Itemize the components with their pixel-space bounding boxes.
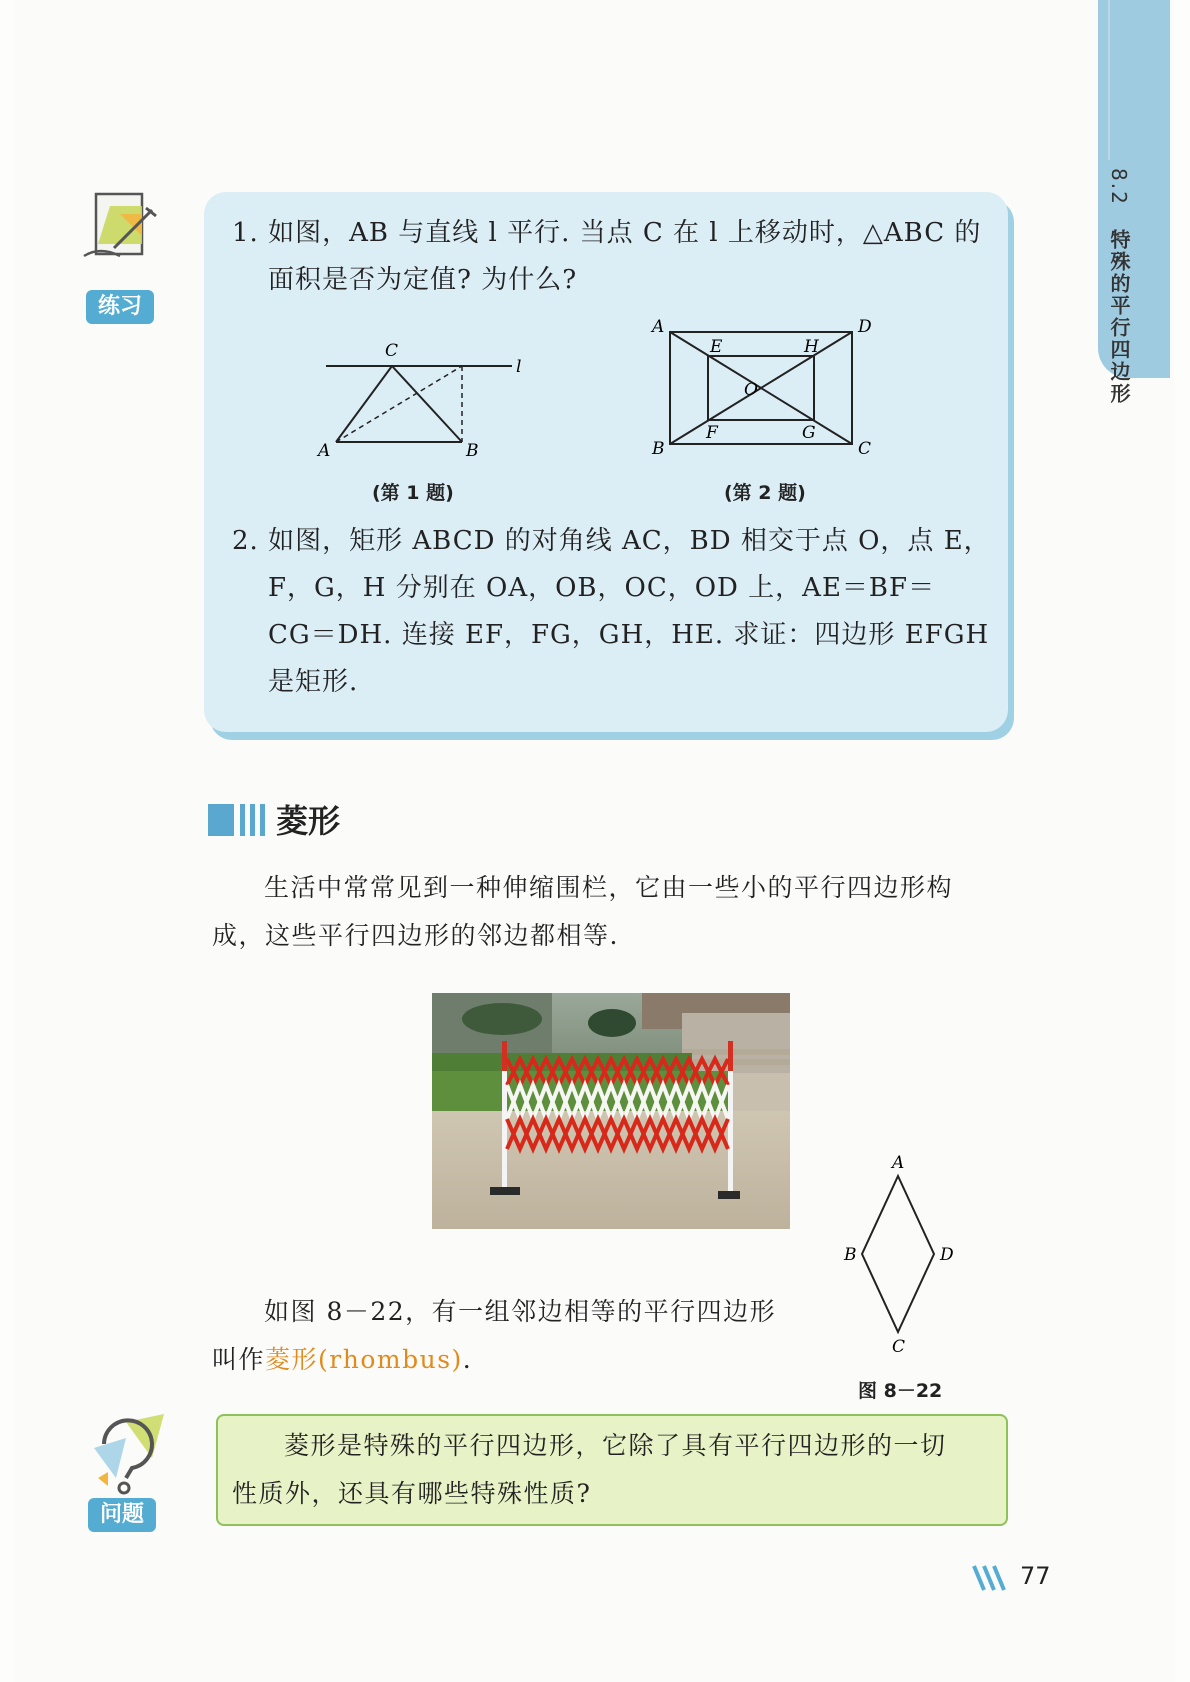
fig3-label-c: C [892,1337,906,1357]
q1-line1: AB 与直线 l 平行. 当点 C 在 l 上移动时，△ABC 的 [349,218,982,248]
fig2-label-a: A [652,317,665,337]
fig2-label-o: O [744,380,758,400]
section-bar-stripe [250,804,255,836]
fig2-label-c: C [858,439,872,459]
problem-line2: 性质外，还具有哪些特殊性质? [232,1479,592,1508]
section-bar-stripe [260,804,265,836]
section-title: 菱形 [276,802,341,840]
section-side-label [1108,168,1134,405]
fig1-label-l: l [516,357,522,377]
fig3-label-b: B [844,1245,857,1265]
q1-line1-pre: 1. 如图， [232,218,350,248]
term-rhombus: 菱形 [265,1345,319,1374]
fig2-label-h: H [804,337,819,357]
fig1-label-c: C [385,341,399,361]
fig3-label-d: D [940,1245,954,1265]
fence-photo [432,993,790,1229]
fig2-label-g: G [802,423,816,443]
figure-8-22-caption: 图 8－22 [858,1380,943,1402]
section-side-title: 特殊的平行四边形 [1107,228,1131,405]
side-tab-lines [1098,0,1110,160]
paragraph-fence [212,864,1012,960]
figure-8-22-rhombus [836,1150,966,1370]
fig2-label-f: F [706,423,718,443]
fig2-label-b: B [652,439,665,459]
page-number-mark [972,1564,1016,1592]
page-number: 77 [1020,1562,1051,1590]
fig1-label-b: B [466,441,479,461]
q2-line2: F，G，H 分别在 OA，OB，OC，OD 上，AE＝BF＝ [268,573,936,603]
section-bar-block [208,804,234,836]
q1-line2: 面积是否为定值? 为什么? [268,265,578,295]
paragraph-rhombus-def [212,1288,812,1384]
figure-1-caption: (第 1 题) [372,482,454,504]
term-rhombus-en: (rhombus) [318,1345,463,1374]
para2-line2 [212,1336,812,1384]
fig2-label-e: E [710,337,723,357]
exercise-q1 [232,210,992,304]
para1-line2: 成，这些平行四边形的邻边都相等. [212,921,619,950]
fig2-label-d: D [858,317,872,337]
para2-line2-post: . [462,1345,473,1374]
fig3-label-a: A [892,1153,905,1173]
section-number: 8.2 [1107,168,1131,206]
para2-line2-pre: 叫作 [212,1345,266,1374]
q2-line4: 是矩形. [268,667,359,697]
problem-label: 问题 [88,1498,156,1532]
q2-line3: CG＝DH. 连接 EF，FG，GH，HE. 求证：四边形 EFGH [268,620,990,650]
question-icon [86,1408,166,1498]
figure-2-rectangle [646,316,896,466]
exercise-label: 练习 [86,290,154,324]
section-bar-stripe [240,804,245,836]
exercise-q2 [232,518,992,706]
figure-1-triangle [300,330,540,470]
problem-line1: 菱形是特殊的平行四边形，它除了具有平行四边形的一切 [284,1431,947,1460]
exercise-icon [80,186,170,286]
q2-line1: 2. 如图，矩形 ABCD 的对角线 AC，BD 相交于点 O，点 E， [232,526,991,556]
para1-line1: 生活中常常见到一种伸缩围栏，它由一些小的平行四边形构 [264,873,954,902]
figure-2-caption: (第 2 题) [724,482,806,504]
para2-line1: 如图 8－22，有一组邻边相等的平行四边形 [264,1297,777,1326]
fig1-label-a: A [318,441,331,461]
problem-text [232,1422,1008,1518]
